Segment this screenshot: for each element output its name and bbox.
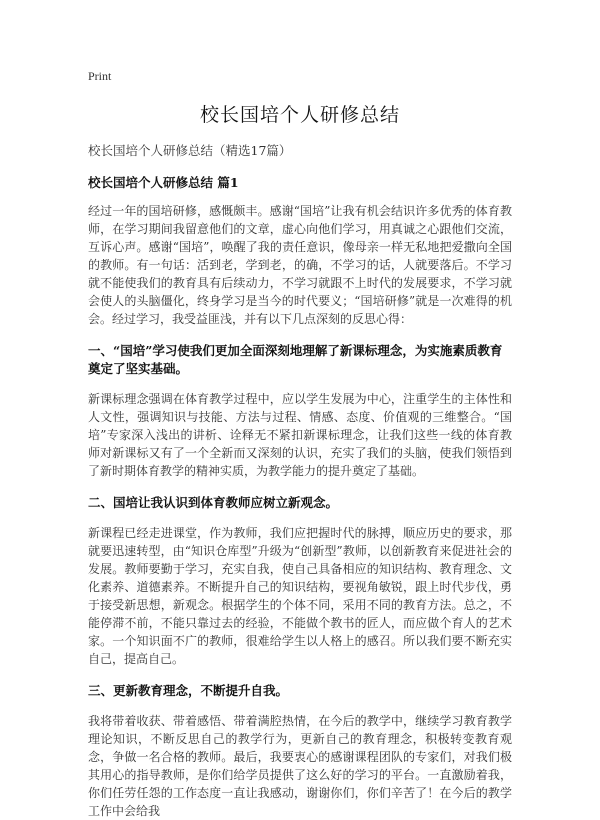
document-subtitle: 校长国培个人研修总结（精选17篇）	[88, 143, 292, 158]
sub-heading-1: 一、“国培”学习使我们更加全面深刻地理解了新课标理念，为实施素质教育奠定了坚实基础。	[88, 343, 503, 376]
paragraph-1: 新课标理念强调在体育教学过程中，应以学生发展为中心，注重学生的主体性和人文性，强调知识与技能、方法与过程、情感、态度、价值观的三维整合。“国培”专家深入浅出的讲析、诠释无不紧扣新课标理念，让我们这些一线的体育教师对新课标又有了一个全新而又深刻的认识，充实了我们的头脑，使我们领悟到了新时期体育教学的精神实质，为教学能力的提升奠定了基础。	[88, 392, 512, 478]
paragraph-intro: 经过一年的国培研修，感慨颇丰。感谢“国培”让我有机会结识许多优秀的体育教师，在学习期间我留意他们的文章，虚心向他们学习，用真诚之心跟他们交流，互诉心声。感谢“国培”，唤醒了我的责任意识，像母亲一样无私地把爱撒向全国的教师。有一句话：活到老，学到老，的确，不学习的话，人就要落后。不学习就不能使我们的教育具有后续动力，不学习就跟不上时代的发展要求，不学习就会使人的头脑僵化，终身学习是当今的时代要义；“国培研修”就是一次难得的机会。经过学习，我受益匪浅，并有以下几点深刻的反思心得：	[88, 204, 512, 326]
paragraph-3: 我将带着收获、带着感悟、带着满腔热情，在今后的教学中，继续学习教育教学理论知识，不断反思自己的教学行为，更新自己的教育理念，积极转变教育观念，争做一名合格的教师。最后，我要衷心的感谢课程团队的专家们，对我们极其用心的指导教师，是你们给学员提供了这么好的学习的平台。一直激励着我，你们任劳任怨的工作态度一直让我感动，谢谢你们，你们辛苦了！在今后的教学工作中会给我	[88, 714, 512, 818]
sub-heading-2: 二、国培让我认识到体育教师应树立新观念。	[88, 495, 339, 510]
sub-heading-3: 三、更新教育理念，不断提升自我。	[88, 683, 289, 698]
paragraph-2: 新课程已经走进课堂，作为教师，我们应把握时代的脉搏，顺应历史的要求，那就要迅速转型，由“知识仓库型”升级为“创新型”教师，以创新教育来促进社会的发展。教师要勤于学习，充实自我，使自己具备相应的知识结构、教育理念、文化素养、道德素养。不断提升自己的知识结构，要视角敏锐，跟上时代步伐，勇于接受新思想，新观念。根据学生的个体不同，采用不同的教育方法。总之，不能停滞不前，不能只靠过去的经验，不能做个教书的匠人，而应做个育人的艺术家。一个知识面不广的教师，很难给学生以人格上的感召。所以我们要不断充实自己，提高自己。	[88, 526, 512, 666]
print-label[interactable]: Print	[88, 69, 112, 83]
section-heading: 校长国培个人研修总结 篇1	[88, 175, 239, 190]
document-title: 校长国培个人研修总结	[199, 104, 400, 126]
